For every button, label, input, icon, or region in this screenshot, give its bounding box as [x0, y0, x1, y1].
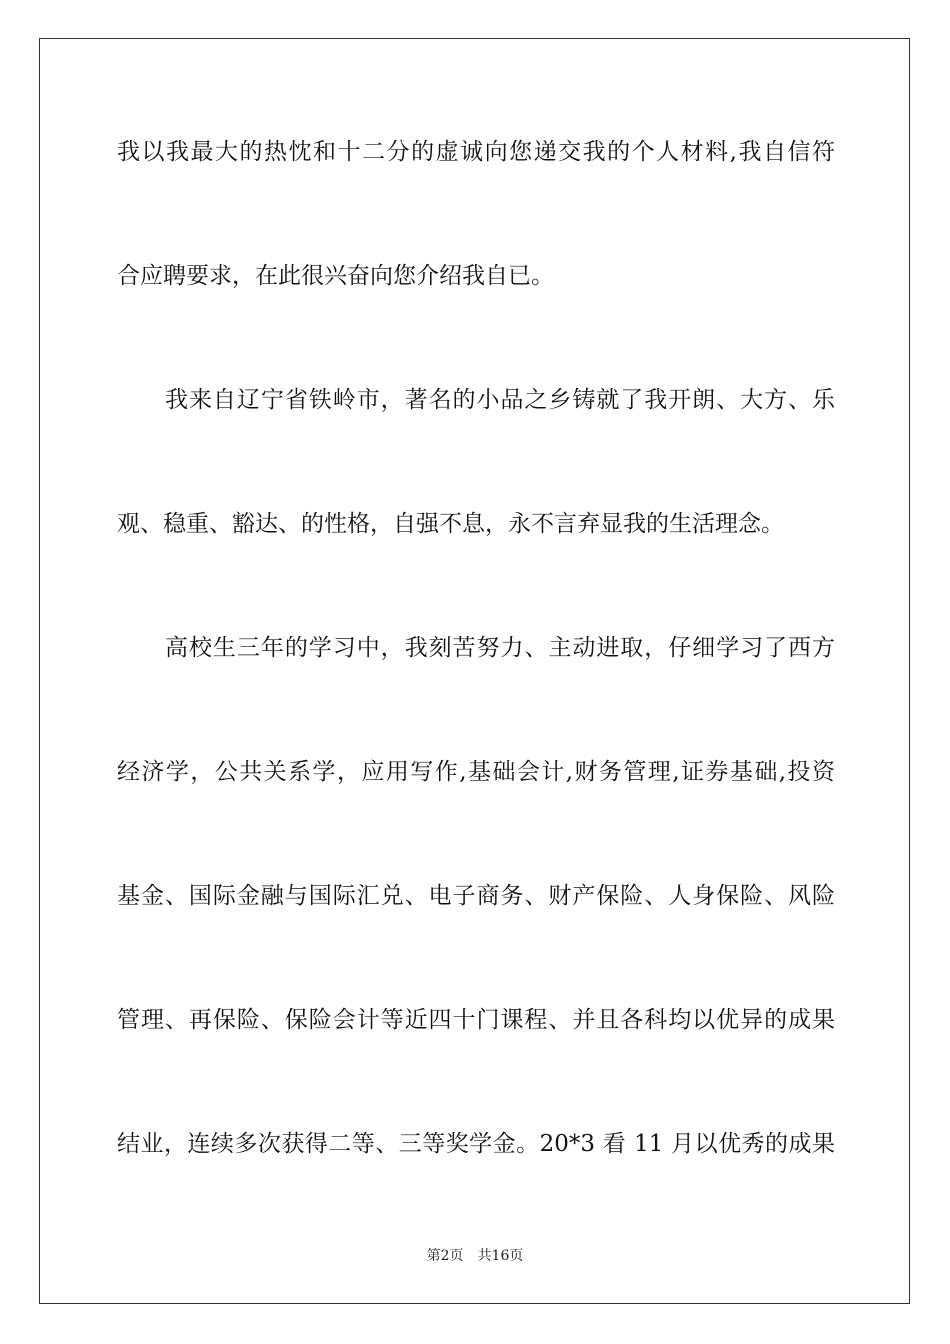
paragraph-1-line-1: 我以我最大的热忱和十二分的虚诚向您递交我的个人材料,我自信符: [117, 139, 835, 165]
paragraph-3-line-2: 经济学，公共关系学，应用写作,基础会计,财务管理,证券基础,投资: [117, 759, 835, 785]
total-pages: 共16页: [477, 1248, 524, 1264]
page-number: 第2页: [426, 1248, 464, 1264]
paragraph-3-line-3: 基金、国际金融与国际汇兑、电子商务、财产保险、人身保险、风险: [117, 883, 835, 909]
paragraph-1-line-2: 合应聘要求，在此很兴奋向您介绍我自已。: [117, 263, 554, 289]
page-border: [39, 38, 910, 1304]
paragraph-2-line-2: 观、稳重、豁达、的性格，自强不息，永不言弃显我的生活理念。: [117, 511, 784, 537]
page-footer: [0, 1246, 950, 1266]
paragraph-3-line-5: 结业，连续多次获得二等、三等奖学金。20*3 看 11 月以优秀的成果: [117, 1131, 835, 1157]
paragraph-2-line-1: 我来自辽宁省铁岭市，著名的小品之乡铸就了我开朗、大方、乐: [165, 387, 835, 413]
paragraph-3-line-1: 高校生三年的学习中，我刻苦努力、主动进取，仔细学习了西方: [165, 635, 835, 661]
paragraph-3-line-4: 管理、再保险、保险会计等近四十门课程、并且各科均以优异的成果: [117, 1007, 835, 1033]
